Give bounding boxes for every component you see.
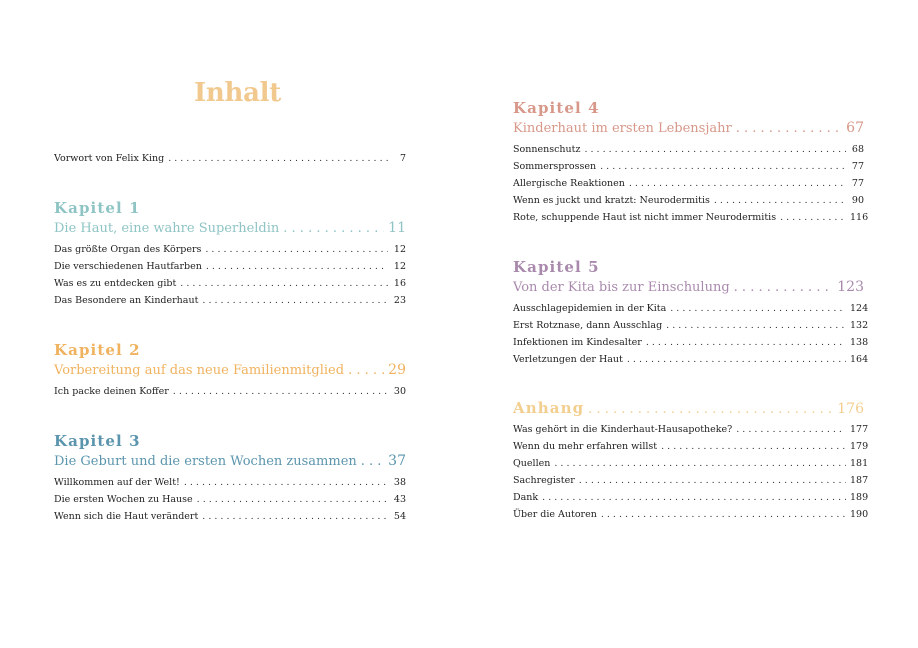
toc-entry-label: Ich packe deinen Koffer (54, 386, 169, 397)
chapter-label: Kapitel 2 (54, 341, 141, 359)
toc-entry[interactable] (54, 491, 406, 508)
toc-entry-label: Was es zu entdecken gibt (54, 278, 177, 289)
dot-leader (206, 258, 388, 275)
chapter-heading-title: Die Geburt und die ersten Wochen zusammen (54, 454, 357, 469)
toc-entry-page: 132 (850, 320, 869, 331)
toc-entry[interactable] (513, 351, 869, 368)
toc-entry-page: 177 (850, 424, 869, 435)
dot-leader (542, 489, 846, 506)
chapter-label: Kapitel 5 (513, 258, 600, 276)
toc-entry-label: Vorwort von Felix King (54, 153, 165, 164)
dot-leader (180, 275, 388, 292)
toc-entry-label: Sommersprossen (513, 161, 597, 172)
dot-leader (348, 361, 384, 381)
dot-leader (600, 158, 846, 175)
toc-entry-label: Ausschlagepidemien in der Kita (513, 303, 667, 314)
chapter-heading-page: 37 (388, 453, 406, 469)
toc-entry-label: Erst Rotznase, dann Ausschlag (513, 320, 663, 331)
toc-entry[interactable] (513, 317, 869, 334)
dot-leader (646, 334, 846, 351)
dot-leader (736, 119, 842, 139)
toc-kapitel-2 (54, 340, 406, 400)
toc-entry-page: 77 (851, 161, 864, 172)
toc-entry-label: Das größte Organ des Körpers (54, 244, 202, 255)
dot-leader (661, 438, 846, 455)
toc-entry-label: Willkommen auf der Welt! (54, 477, 180, 488)
toc-entry-page: 43 (393, 494, 406, 505)
chapter-heading-page: 176 (837, 401, 864, 417)
dot-leader (202, 292, 388, 309)
toc-entry-page: 187 (850, 475, 869, 486)
dot-leader (554, 455, 846, 472)
dot-leader (173, 383, 388, 400)
toc-entry-page: 181 (850, 458, 869, 469)
toc-entry[interactable] (513, 209, 869, 226)
chapter-heading[interactable] (513, 277, 864, 297)
toc-entry-page: 124 (850, 303, 869, 314)
dot-leader (627, 351, 846, 368)
toc-entry[interactable] (513, 472, 869, 489)
chapter-heading-title: Anhang (513, 399, 585, 417)
toc-entry-page: 179 (850, 441, 869, 452)
toc-entry-page: 54 (393, 511, 406, 522)
toc-entry[interactable] (513, 141, 864, 158)
toc-entry-page: 7 (399, 153, 406, 164)
toc-entry[interactable] (513, 489, 869, 506)
toc-anhang (513, 398, 869, 523)
dot-leader (205, 241, 388, 258)
toc-entry-page: 12 (393, 261, 406, 272)
chapter-heading-page: 11 (388, 220, 406, 236)
toc-entry-label: Verletzungen der Haut (513, 354, 623, 365)
toc-entry-label: Die ersten Wochen zu Hause (54, 494, 193, 505)
dot-leader (202, 508, 388, 525)
chapter-heading-title: Vorbereitung auf das neue Familienmitglied (54, 363, 345, 378)
chapter-heading[interactable] (54, 451, 406, 471)
chapter-heading-page: 67 (846, 120, 864, 136)
toc-entry-page: 138 (850, 337, 869, 348)
toc-entry[interactable] (54, 150, 406, 167)
toc-entry-page: 189 (850, 492, 869, 503)
chapter-heading-title: Kinderhaut im ersten Lebensjahr (513, 121, 732, 136)
toc-entry[interactable] (513, 175, 864, 192)
chapter-heading-title: Von der Kita bis zur Einschulung (513, 280, 730, 295)
toc-kapitel-1 (54, 198, 406, 309)
toc-entry-page: 38 (393, 477, 406, 488)
chapter-heading[interactable] (513, 398, 864, 418)
toc-entry-page: 190 (850, 509, 869, 520)
chapter-label: Kapitel 4 (513, 99, 600, 117)
dot-leader (666, 317, 846, 334)
dot-leader (283, 219, 384, 239)
dot-leader (736, 421, 846, 438)
toc-entry[interactable] (513, 455, 869, 472)
page-title: Inhalt (194, 78, 281, 108)
toc-left-column (54, 0, 406, 648)
chapter-heading[interactable] (54, 360, 406, 380)
toc-entry[interactable] (54, 292, 406, 309)
toc-entry-label: Wenn du mehr erfahren willst (513, 441, 658, 452)
dot-leader (584, 141, 846, 158)
dot-leader (780, 209, 846, 226)
toc-vorwort (54, 150, 406, 167)
toc-entry[interactable] (54, 258, 406, 275)
chapter-heading-title: Die Haut, eine wahre Superheldin (54, 221, 280, 236)
toc-entry-page: 164 (850, 354, 869, 365)
toc-entry-label: Wenn es juckt und kratzt: Neurodermitis (513, 195, 710, 206)
toc-entry[interactable] (513, 438, 869, 455)
chapter-heading-page: 123 (837, 279, 864, 295)
toc-kapitel-5 (513, 257, 869, 368)
toc-entry-page: 77 (851, 178, 864, 189)
toc-entry[interactable] (513, 300, 869, 317)
toc-entry-label: Die verschiedenen Hautfarben (54, 261, 202, 272)
dot-leader (714, 192, 846, 209)
dot-leader (361, 452, 384, 472)
dot-leader (734, 278, 834, 298)
toc-entry-label: Rote, schuppende Haut ist nicht immer Neurodermitis (513, 212, 777, 223)
toc-entry-label: Das Besondere an Kinderhaut (54, 295, 199, 306)
toc-entry[interactable] (54, 241, 406, 258)
toc-right-column (513, 0, 869, 648)
dot-leader (168, 150, 388, 167)
dot-leader (579, 472, 846, 489)
dot-leader (184, 474, 388, 491)
toc-kapitel-4 (513, 98, 869, 226)
toc-entry-label: Sachregister (513, 475, 575, 486)
dot-leader (629, 175, 846, 192)
toc-entry-page: 23 (393, 295, 406, 306)
toc-entry[interactable] (513, 506, 869, 523)
toc-entry-page: 116 (850, 212, 869, 223)
toc-entry-label: Allergische Reaktionen (513, 178, 625, 189)
toc-entry[interactable] (54, 383, 406, 400)
toc-entry[interactable] (513, 334, 869, 351)
toc-entry-page: 12 (393, 244, 406, 255)
toc-entry-label: Wenn sich die Haut verändert (54, 511, 199, 522)
chapter-heading[interactable] (54, 218, 406, 238)
toc-entry[interactable] (54, 474, 406, 491)
dot-leader (670, 300, 846, 317)
toc-entry-label: Infektionen im Kindesalter (513, 337, 642, 348)
toc-entry[interactable] (513, 158, 864, 175)
toc-entry[interactable] (513, 192, 864, 209)
toc-entry-page: 68 (851, 144, 864, 155)
toc-entry[interactable] (513, 421, 869, 438)
dot-leader (197, 491, 388, 508)
toc-entry-page: 90 (851, 195, 864, 206)
toc-entry[interactable] (54, 508, 406, 525)
toc-entry-label: Quellen (513, 458, 551, 469)
chapter-heading[interactable] (513, 118, 864, 138)
chapter-label: Kapitel 3 (54, 432, 141, 450)
toc-entry[interactable] (54, 275, 406, 292)
chapter-label: Kapitel 1 (54, 199, 141, 217)
toc-entry-label: Über die Autoren (513, 509, 597, 520)
toc-kapitel-3 (54, 431, 406, 525)
chapter-heading-page: 29 (388, 362, 406, 378)
toc-entry-label: Dank (513, 492, 539, 503)
toc-entry-label: Was gehört in die Kinderhaut-Hausapotheke? (513, 424, 733, 435)
dot-leader (588, 400, 833, 420)
toc-entry-label: Sonnenschutz (513, 144, 581, 155)
toc-entry-page: 16 (393, 278, 406, 289)
toc-entry-page: 30 (393, 386, 406, 397)
dot-leader (601, 506, 846, 523)
